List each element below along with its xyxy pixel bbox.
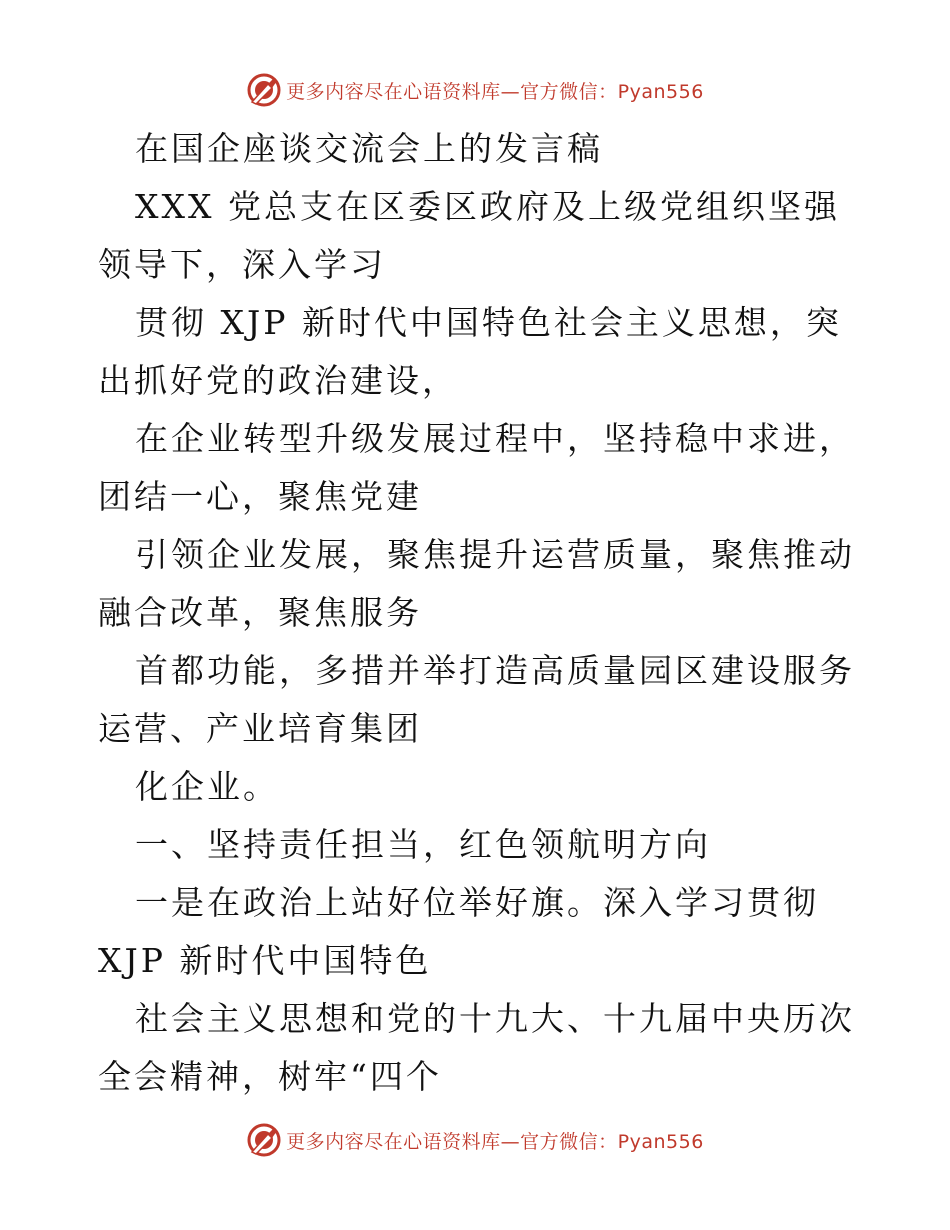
paragraph: 贯彻 XJP 新时代中国特色社会主义思想，突出抓好党的政治建设，	[98, 303, 842, 400]
paragraph: 在企业转型升级发展过程中，坚持稳中求进，团结一心，聚焦党建	[98, 419, 855, 516]
document-title: 在国企座谈交流会上的发言稿	[135, 129, 603, 168]
paragraph: XXX 党总支在区委区政府及上级党组织坚强领导下，深入学习	[98, 187, 840, 284]
document-body	[98, 120, 858, 1106]
paragraph: 首都功能，多措并举打造高质量园区建设服务运营、产业培育集团	[98, 651, 855, 748]
watermark-banner-top	[0, 68, 950, 112]
pen-seal-icon	[246, 1122, 282, 1158]
paragraph: 一是在政治上站好位举好旗。深入学习贯彻 XJP 新时代中国特色	[98, 883, 833, 980]
watermark-text: 更多内容尽在心语资料库—官方微信：Pyan556	[286, 1130, 704, 1153]
pen-seal-icon	[246, 72, 282, 108]
paragraph: 社会主义思想和党的十九大、十九届中央历次全会精神，树牢“四个	[98, 999, 855, 1096]
paragraph: 化企业。	[135, 767, 279, 806]
watermark-text: 更多内容尽在心语资料库—官方微信：Pyan556	[286, 80, 704, 103]
paragraph: 引领企业发展，聚焦提升运营质量，聚焦推动融合改革，聚焦服务	[98, 535, 855, 632]
section-heading: 一、坚持责任担当，红色领航明方向	[135, 825, 711, 864]
watermark-banner-bottom	[0, 1118, 950, 1162]
